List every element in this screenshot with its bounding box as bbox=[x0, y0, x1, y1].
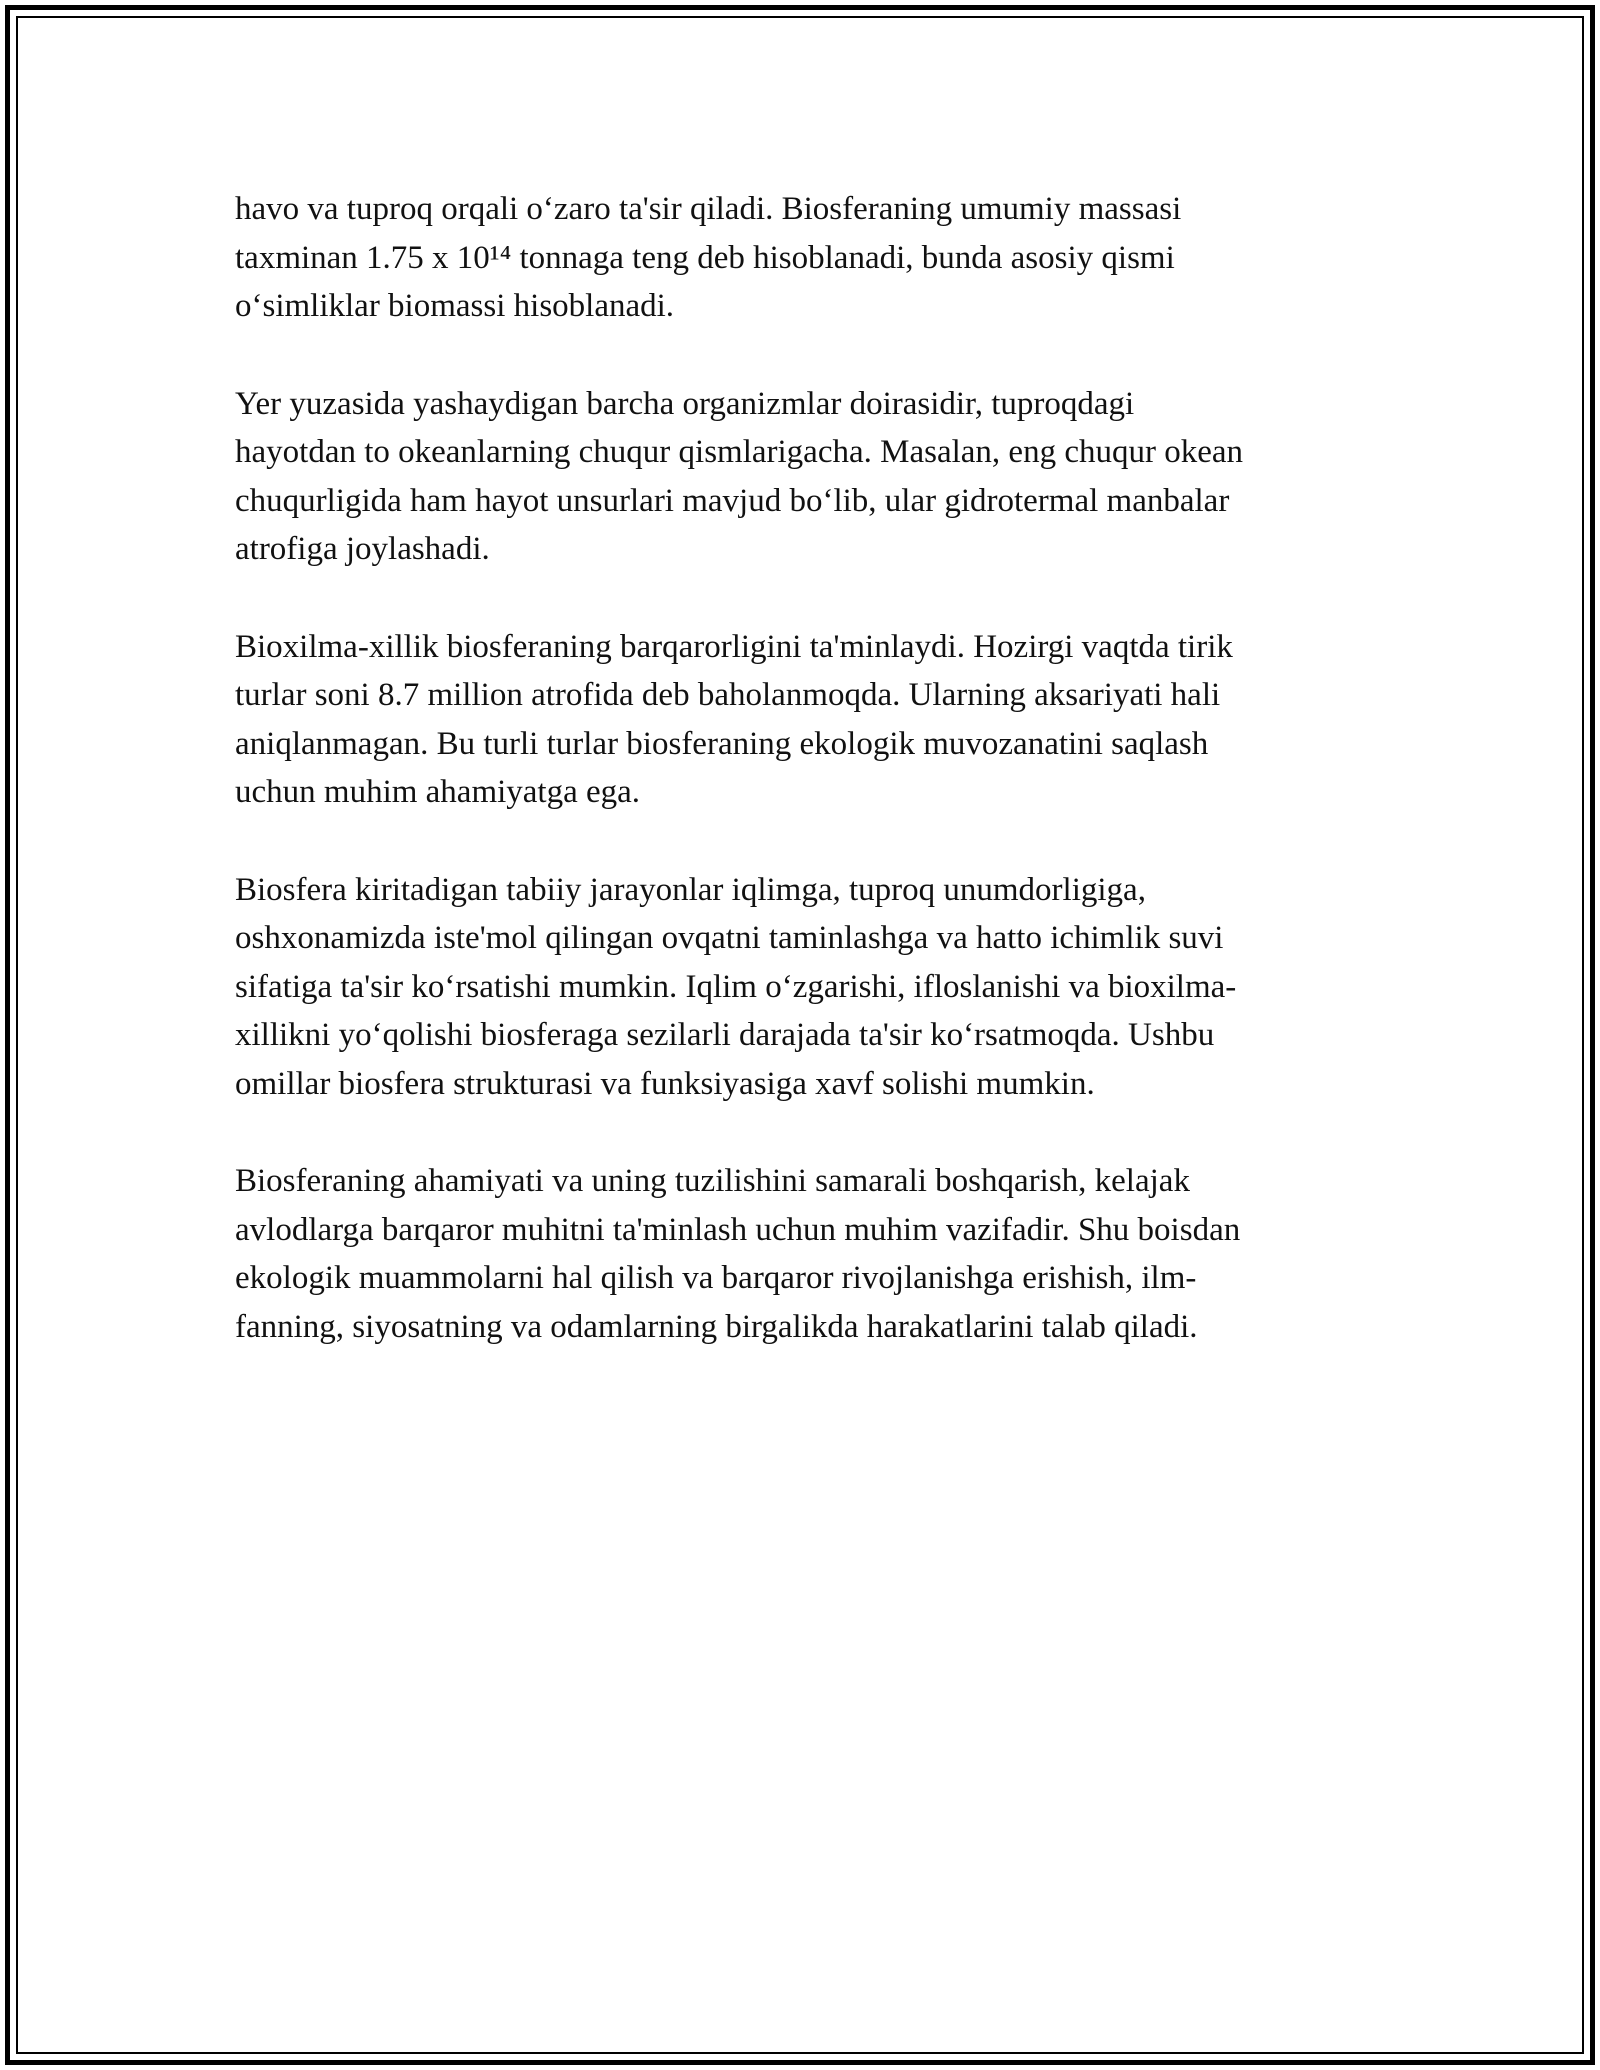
document-body bbox=[235, 185, 1395, 1400]
paragraph-biosphere-mass: havo va tuproq orqali o‘zaro ta'sir qiladi. Biosferaning umumiy massasi taxminan 1.75 x 10¹⁴ tonnaga teng deb hisoblanadi, bunda asosiy qismi o‘simliklar biomassi hisoblanadi. bbox=[235, 191, 1182, 324]
paragraph-organisms-range: Yer yuzasida yashaydigan barcha organizmlar doirasidir, tuproqdagi hayotdan to okeanlarning chuqur qismlarigacha. Masalan, eng chuqur okean chuqurligida ham hayot unsurlari mavjud bo‘lib, ular gidrotermal manbalar atrofiga joylashadi. bbox=[235, 385, 1243, 567]
paragraph-biodiversity: Bioxilma-xillik biosferaning barqarorligini ta'minlaydi. Hozirgi vaqtda tirik turlar soni 8.7 million atrofida deb baholanmoqda. Ularning aksariyati hali aniqlanmagan. Bu turli turlar biosferaning ekologik muvozanatini saqlash uchun muhim ahamiyatga ega. bbox=[235, 628, 1233, 810]
paragraph-natural-processes: Biosfera kiritadigan tabiiy jarayonlar iqlimga, tuproq unumdorligiga, oshxonamizda iste'mol qilingan ovqatni taminlashga va hatto ichimlik suvi sifatiga ta'sir ko‘rsatishi mumkin. Iqlim o‘zgarishi, ifloslanishi va bioxilma- xillikni yo‘qolishi biosferaga sezilarli darajada ta'sir ko‘rsatmoqda. Ushbu omillar biosfera strukturasi va funksiyasiga xavf solishi mumkin. bbox=[235, 871, 1237, 1102]
paragraph-management-importance: Biosferaning ahamiyati va uning tuzilishini samarali boshqarish, kelajak avlodlarga barqaror muhitni ta'minlash uchun muhim vazifadir. Shu boisdan ekologik muammolarni hal qilish va barqaror rivojlanishga erishish, ilm- fanning, siyosatning va odamlarning birgalikda harakatlarini talab qiladi. bbox=[235, 1163, 1241, 1345]
